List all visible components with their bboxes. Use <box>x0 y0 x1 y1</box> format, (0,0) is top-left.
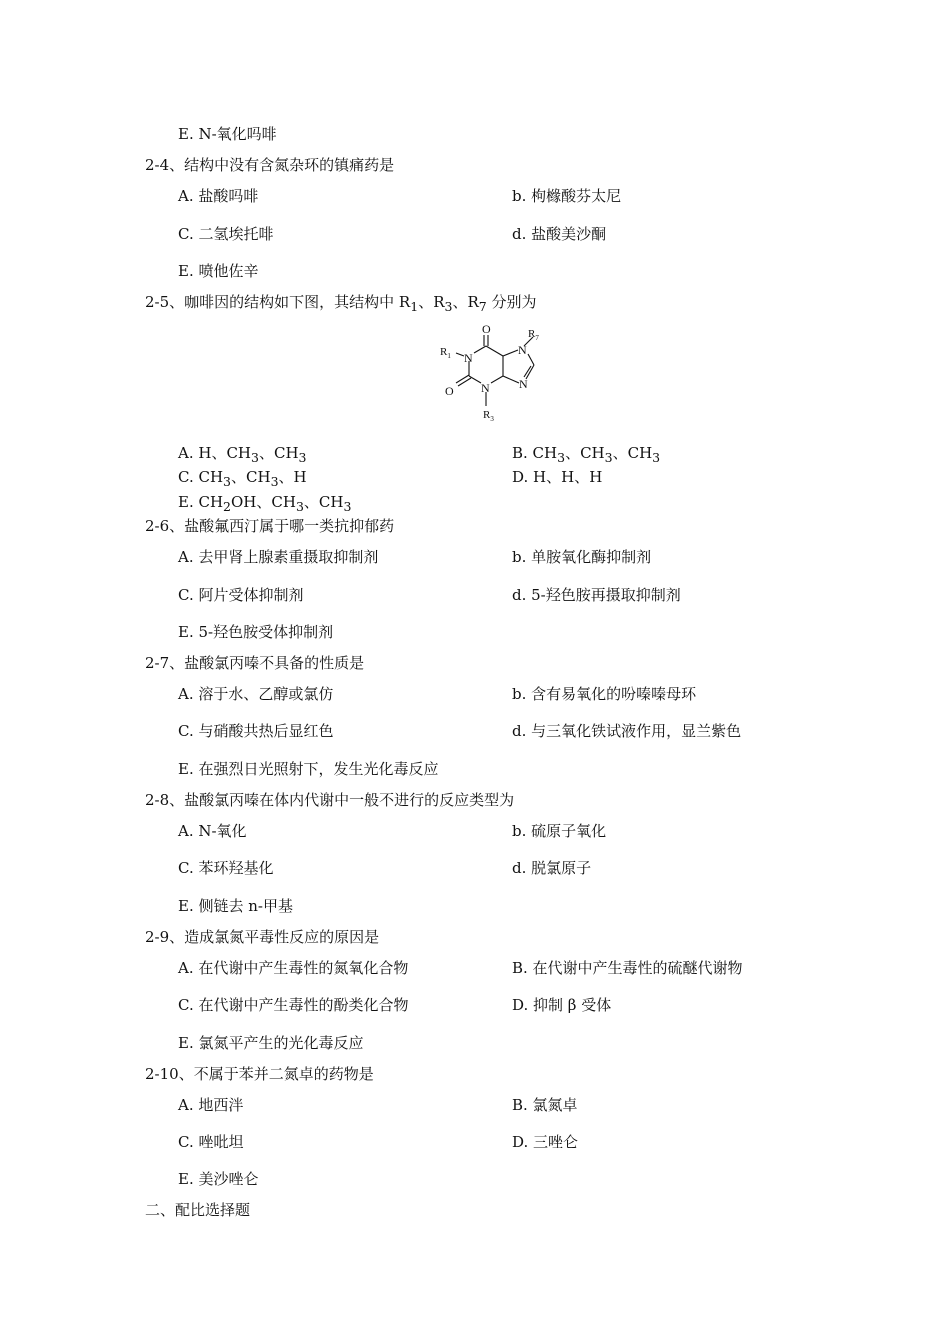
q2-6-stem: 2-6、盐酸氟西汀属于哪一类抗抑郁药 <box>145 517 395 535</box>
structure-oxygen-top: O <box>482 322 491 336</box>
q2-8-option-b: b. 硫原子氧化 <box>512 822 607 840</box>
q2-9-option-a: A. 在代谢中产生毒性的氮氧化合物 <box>178 959 409 977</box>
q2-5-option-a: A. H、$CH_3$、$CH_3$ <box>178 444 307 465</box>
q2-10-option-c: C. 唑吡坦 <box>178 1133 244 1151</box>
q2-9-option-c: C. 在代谢中产生毒性的酚类化合物 <box>178 996 409 1014</box>
structure-r1: $R_1$ <box>440 346 451 360</box>
q2-4-option-d: d. 盐酸美沙酮 <box>512 225 607 243</box>
q2-8-option-a: A. N-氧化 <box>178 822 247 840</box>
q2-5-option-b: B. $CH_3$、$CH_3$、$CH_3$ <box>512 444 661 465</box>
q2-7-option-e: E. 在强烈日光照射下，发生光化毒反应 <box>178 760 439 778</box>
q2-10-option-b: B. 氯氮卓 <box>512 1096 578 1114</box>
q2-8-option-e: E. 侧链去 n-甲基 <box>178 897 293 915</box>
q2-4-stem: 2-4、结构中没有含氮杂环的镇痛药是 <box>145 156 395 174</box>
structure-n1: N <box>464 351 473 365</box>
q2-10-option-d: D. 三唑仑 <box>512 1133 579 1151</box>
q2-5-option-e: E. $CH_2OH$、$CH_3$、$CH_3$ <box>178 493 352 514</box>
q2-6-option-a: A. 去甲肾上腺素重摄取抑制剂 <box>178 548 379 566</box>
section-heading-matching: 二、配比选择题 <box>145 1201 251 1219</box>
q2-8-stem: 2-8、盐酸氯丙嗪在体内代谢中一般不进行的反应类型为 <box>145 791 515 809</box>
q2-9-option-e: E. 氯氮平产生的光化毒反应 <box>178 1034 364 1052</box>
q2-5-option-d: D. H、H、H <box>512 468 603 486</box>
q2-5-option-c: C. $CH_3$、$CH_3$、H <box>178 468 307 489</box>
q2-10-stem: 2-10、不属于苯并二氮卓的药物是 <box>145 1065 374 1083</box>
structure-r3: $R_3$ <box>483 409 494 423</box>
q2-10-option-a: A. 地西泮 <box>178 1096 244 1114</box>
structure-n7: N <box>518 343 527 357</box>
q2-4-option-e: E. 喷他佐辛 <box>178 262 259 280</box>
q2-7-option-b: b. 含有易氧化的吩嗪嗪母环 <box>512 685 697 703</box>
caffeine-structure-diagram <box>430 322 560 427</box>
q2-5-stem: 2-5、咖啡因的结构如下图，其结构中 $R_1$、$R_3$、$R_7$ 分别为 <box>145 293 537 314</box>
q2-6-option-b: b. 单胺氧化酶抑制剂 <box>512 548 652 566</box>
q2-10-option-e: E. 美沙唑仑 <box>178 1170 259 1188</box>
q2-4-option-b: b. 枸橼酸芬太尼 <box>512 187 622 205</box>
structure-r7: $R_7$ <box>528 328 539 342</box>
q2-7-stem: 2-7、盐酸氯丙嗪不具备的性质是 <box>145 654 365 672</box>
q2-8-option-c: C. 苯环羟基化 <box>178 859 274 877</box>
q2-7-option-a: A. 溶于水、乙醇或氯仿 <box>178 685 334 703</box>
q2-9-option-b: B. 在代谢中产生毒性的硫醚代谢物 <box>512 959 743 977</box>
q2-4-option-c: C. 二氢埃托啡 <box>178 225 274 243</box>
q2-3-option-e: E. N-氧化吗啡 <box>178 125 277 143</box>
structure-n9: N <box>519 377 528 391</box>
q2-6-option-e: E. 5-羟色胺受体抑制剂 <box>178 623 334 641</box>
q2-6-option-c: C. 阿片受体抑制剂 <box>178 586 304 604</box>
structure-n3: N <box>481 381 490 395</box>
q2-4-option-a: A. 盐酸吗啡 <box>178 187 259 205</box>
structure-oxygen-left: O <box>445 384 454 398</box>
q2-9-option-d: D. 抑制 β 受体 <box>512 996 612 1014</box>
q2-7-option-c: C. 与硝酸共热后显红色 <box>178 722 334 740</box>
q2-9-stem: 2-9、造成氯氮平毒性反应的原因是 <box>145 928 380 946</box>
q2-8-option-d: d. 脱氯原子 <box>512 859 592 877</box>
q2-6-option-d: d. 5-羟色胺再摄取抑制剂 <box>512 586 681 604</box>
q2-7-option-d: d. 与三氧化铁试液作用，显兰紫色 <box>512 722 742 740</box>
